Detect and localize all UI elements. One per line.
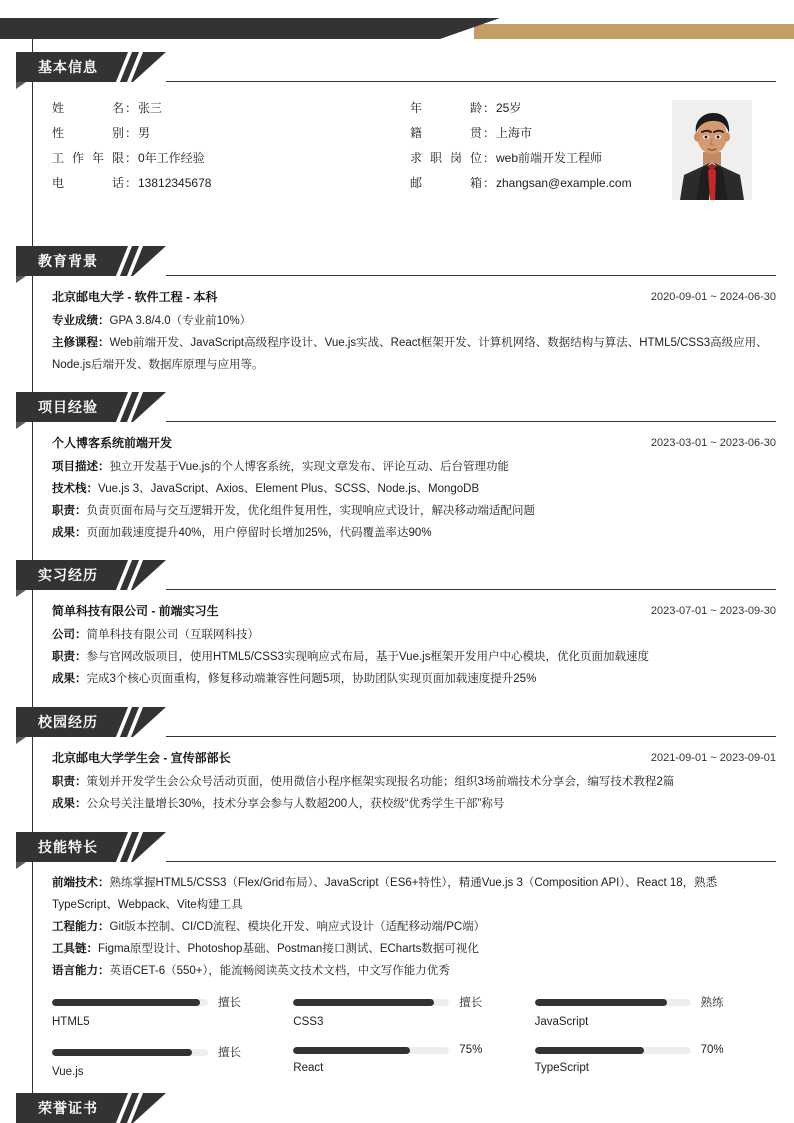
skill-bars (0, 982, 794, 1094)
entry-line-text: Web前端开发、JavaScript高级程序设计、Vue.js实战、React框架开发、计算机网络、数据结构与算法、HTML5/CSS3高级应用、Node.js后端开发、数据库原理与应用等。 (52, 337, 768, 371)
info-colon: ： (124, 126, 137, 140)
entry-line (52, 500, 776, 522)
portrait-illustration-icon (672, 100, 752, 200)
banner-dark-stripe (0, 18, 500, 39)
entry-line (52, 938, 776, 960)
skill-bar-level: 擅长 (459, 997, 483, 1009)
section-rule (166, 275, 776, 276)
section-title: 实习经历 (38, 567, 98, 583)
entry-line-text: 简单科技有限公司（互联网科技） (86, 629, 259, 641)
skill-bar-track (293, 1047, 449, 1054)
info-value-age: 25岁 (496, 101, 522, 115)
section-header-skills (16, 832, 186, 862)
info-value-gender: 男 (138, 126, 151, 140)
section-title: 技能特长 (38, 839, 98, 855)
info-row (410, 121, 632, 146)
entry-line-label: 成果： (52, 798, 87, 810)
info-label: 性别 (52, 126, 124, 140)
education-body (0, 276, 794, 376)
info-colon: ： (482, 126, 495, 140)
info-value-name: 张三 (138, 101, 163, 115)
skill-bar-name: Vue.js (52, 1066, 84, 1078)
entry-line-text: 完成3个核心页面重构，修复移动端兼容性问题5项，协助团队实现页面加载速度提升25% (86, 673, 537, 685)
entry-line-text: 页面加载速度提升40%，用户停留时长增加25%，代码覆盖率达90% (86, 527, 432, 539)
info-colon: ： (124, 101, 137, 115)
section-campus (0, 707, 794, 815)
info-label: 邮箱 (410, 176, 482, 190)
section-honors (0, 1093, 794, 1123)
section-rule (166, 589, 776, 590)
entry-line (52, 872, 776, 916)
skill-bar-track (52, 1049, 208, 1056)
section-header-project (16, 392, 186, 422)
info-row (410, 171, 632, 196)
entry-line-label: 技术栈： (52, 483, 98, 495)
entry-head (52, 600, 776, 622)
info-label: 电话 (52, 176, 124, 190)
skill-bar-track (52, 999, 208, 1006)
section-title: 荣誉证书 (38, 1100, 98, 1116)
top-banner (0, 18, 794, 39)
info-colon: ： (482, 151, 495, 165)
info-colon: ： (482, 101, 495, 115)
info-value-phone: 13812345678 (138, 176, 212, 190)
entry-line-label: 项目描述： (52, 461, 110, 473)
info-value-experience: 0年工作经验 (138, 151, 205, 165)
campus-title: 北京邮电大学学生会 - 宣传部部长 (52, 751, 231, 765)
internship-title: 简单科技有限公司 - 前端实习生 (52, 604, 219, 618)
skill-bar-name: HTML5 (52, 1016, 90, 1028)
entry-line (52, 456, 776, 478)
section-rule (166, 736, 776, 737)
skill-bar-level: 擅长 (218, 1047, 241, 1059)
info-colon: ： (124, 151, 137, 165)
skill-bar-item (293, 1044, 534, 1078)
skill-bar-fill (293, 999, 433, 1006)
skill-bar-row (52, 1044, 271, 1060)
skill-bar-row (293, 1044, 512, 1056)
skill-bar-level: 70% (700, 1044, 724, 1056)
info-value-hometown: 上海市 (496, 126, 533, 140)
entry-head (52, 432, 776, 454)
skill-bar-item (535, 1044, 776, 1078)
entry-line-label: 工程能力： (52, 921, 110, 933)
entry-line-text: GPA 3.8/4.0（专业前10%） (109, 315, 252, 327)
entry-line (52, 310, 776, 332)
project-title: 个人博客系统前端开发 (52, 436, 173, 450)
entry-line (52, 646, 776, 668)
info-value-position: web前端开发工程师 (496, 151, 603, 165)
info-colon: ： (482, 176, 495, 190)
avatar (672, 100, 752, 200)
skill-bar-track (535, 999, 691, 1006)
entry-line-label: 语言能力： (52, 965, 110, 977)
skill-bar-name: React (293, 1062, 324, 1074)
entry-line-text: 熟练掌握HTML5/CSS3（Flex/Grid布局）、JavaScript（ES6+特性），精通Vue.js 3（Composition API）、React 18，熟悉TypeScript、Webpack、Vite构建工具 (52, 877, 718, 911)
section-rule (166, 861, 776, 862)
entry-line (52, 624, 776, 646)
entry-line-label: 工具链： (52, 943, 98, 955)
section-rule (166, 421, 776, 422)
skills-body (0, 862, 794, 982)
project-body (0, 422, 794, 544)
entry-line (52, 960, 776, 982)
internship-body (0, 590, 794, 690)
entry-line-label: 职责： (52, 651, 87, 663)
section-header-honors (16, 1093, 186, 1123)
project-date: 2023-03-01 ~ 2023-06-30 (650, 437, 776, 449)
skill-bar-track (535, 1047, 691, 1054)
entry-line-text: Git版本控制、CI/CD流程、模块化开发、响应式设计（适配移动端/PC端） (109, 921, 486, 933)
section-skills (0, 832, 794, 1094)
info-colon: ： (124, 176, 137, 190)
info-row (410, 96, 632, 121)
skill-bar-fill (52, 999, 200, 1006)
section-internship (0, 560, 794, 690)
section-header-basic-info (16, 52, 186, 82)
education-title: 北京邮电大学 - 软件工程 - 本科 (52, 290, 218, 304)
entry-line-label: 职责： (52, 776, 87, 788)
section-title: 基本信息 (38, 59, 98, 75)
campus-date: 2021-09-01 ~ 2023-09-01 (650, 752, 776, 764)
skill-bar-row (293, 994, 512, 1010)
info-label: 工作年限 (52, 151, 124, 165)
section-education (0, 246, 794, 376)
entry-line-text: 负责页面布局与交互逻辑开发，优化组件复用性，实现响应式设计，解决移动端适配问题 (86, 505, 535, 517)
entry-line (52, 332, 776, 376)
entry-line-text: Figma原型设计、Photoshop基础、Postman接口测试、ECharts数据可视化 (98, 943, 479, 955)
skill-bar-level: 75% (459, 1044, 483, 1056)
entry-head (52, 286, 776, 308)
section-project (0, 392, 794, 544)
entry-line (52, 522, 776, 544)
skill-bar-item (535, 994, 776, 1028)
entry-line-text: 英语CET-6（550+），能流畅阅读英文技术文档，中文写作能力优秀 (109, 965, 450, 977)
entry-line-label: 职责： (52, 505, 87, 517)
skill-bar-row (535, 994, 754, 1010)
basic-info-left-column (52, 96, 211, 196)
skill-bar-item (293, 994, 534, 1028)
section-title: 校园经历 (38, 714, 98, 730)
entry-line-text: 独立开发基于Vue.js的个人博客系统，实现文章发布、评论互动、后台管理功能 (109, 461, 510, 473)
entry-line-text: Vue.js 3、JavaScript、Axios、Element Plus、SCSS、Node.js、MongoDB (98, 483, 480, 495)
skill-bar-level: 熟练 (700, 997, 724, 1009)
entry-line (52, 668, 776, 690)
entry-line (52, 771, 776, 793)
skill-bar-level: 擅长 (218, 997, 241, 1009)
skill-bar-track (293, 999, 449, 1006)
section-title: 项目经验 (38, 399, 98, 415)
education-date: 2020-09-01 ~ 2024-06-30 (650, 291, 776, 303)
skill-bar-fill (535, 999, 668, 1006)
basic-info-right-column (410, 96, 632, 196)
skill-bar-row (52, 994, 271, 1010)
info-label: 籍贯 (410, 126, 482, 140)
entry-line-label: 前端技术： (52, 877, 110, 889)
entry-line-label: 成果： (52, 673, 87, 685)
entry-line-label: 主修课程： (52, 337, 110, 349)
section-header-campus (16, 707, 186, 737)
info-label: 求职岗位 (410, 151, 482, 165)
info-label: 年龄 (410, 101, 482, 115)
skill-bar-name: TypeScript (534, 1062, 589, 1074)
info-row (52, 96, 211, 121)
entry-line (52, 916, 776, 938)
skill-bar-fill (293, 1047, 410, 1054)
entry-line-label: 公司： (52, 629, 87, 641)
section-header-education (16, 246, 186, 276)
section-title: 教育背景 (38, 253, 98, 269)
entry-line-label: 专业成绩： (52, 315, 110, 327)
info-value-email: zhangsan@example.com (496, 176, 632, 190)
campus-body (0, 737, 794, 815)
info-row (52, 171, 211, 196)
skill-bar-row (535, 1044, 754, 1056)
info-label: 姓名 (52, 101, 124, 115)
entry-line-text: 公众号关注量增长30%，技术分享会参与人数超200人，获校级“优秀学生干部”称号 (86, 798, 505, 810)
section-header-internship (16, 560, 186, 590)
banner-gold-stripe (474, 24, 794, 39)
skill-bar-fill (52, 1049, 192, 1056)
skill-bar-name: JavaScript (534, 1016, 589, 1028)
entry-head (52, 747, 776, 769)
internship-date: 2023-07-01 ~ 2023-09-30 (650, 605, 776, 617)
skill-bar-item (52, 994, 293, 1028)
info-row (410, 146, 632, 171)
skill-bar-item (52, 1044, 293, 1078)
info-row (52, 121, 211, 146)
entry-line-text: 策划并开发学生会公众号活动页面，使用微信小程序框架实现报名功能；组织3场前端技术分享会，编写技术教程2篇 (86, 776, 675, 788)
skill-bar-name: CSS3 (293, 1016, 324, 1028)
info-row (52, 146, 211, 171)
entry-line-label: 成果： (52, 527, 87, 539)
skill-bar-fill (535, 1047, 644, 1054)
entry-line (52, 478, 776, 500)
entry-line-text: 参与官网改版项目，使用HTML5/CSS3实现响应式布局，基于Vue.js框架开发用户中心模块，优化页面加载速度 (86, 651, 649, 663)
entry-line (52, 793, 776, 815)
